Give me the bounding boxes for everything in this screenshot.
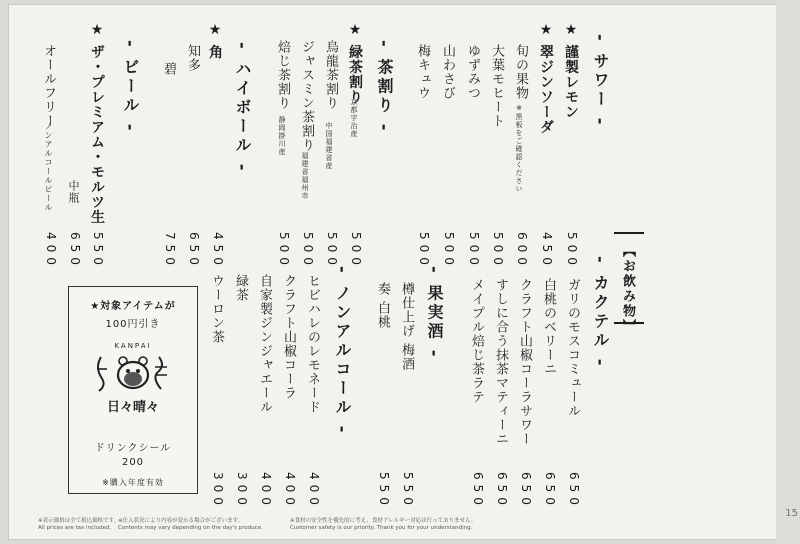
next-page-edge — [776, 0, 800, 544]
tea-item-price: 500 — [277, 232, 291, 270]
tea-item-name: ★ 緑茶割り — [347, 22, 363, 105]
tea-item-note: 福建省福州市 — [301, 152, 309, 200]
menu-title-box — [614, 232, 644, 334]
footer-tax-note-en: All prices are tax included. — [38, 525, 112, 531]
sour-item-price: 500 — [491, 232, 505, 270]
nonalc-item-name: 自家製ジンジャエール — [257, 274, 272, 414]
nonalc-item-name: ウーロン茶 — [209, 274, 224, 344]
highball-item-price: 750 — [163, 232, 177, 270]
footer-tax-note: ※表示価格は全て税込価格です。 — [38, 518, 120, 524]
cocktail-item-price: 650 — [519, 472, 533, 510]
beer-item-price: 650 — [68, 232, 82, 270]
beer-item-price: 550 — [91, 232, 105, 270]
kanpai-logo — [83, 339, 183, 419]
highball-heading: - ハイボール - — [233, 42, 252, 174]
tea-item-price: 500 — [349, 232, 363, 270]
sour-item-price: 600 — [515, 232, 529, 270]
footer-supply-note: ※仕入状況により内容が変わる場合がございます。 — [118, 518, 244, 524]
sour-item-name: 山わさび — [440, 44, 455, 100]
sour-item-note: ※黒板をご確認ください — [515, 104, 523, 193]
sour-item-name: 梅キュウ — [415, 44, 430, 100]
beer-item-volume: 中瓶 — [67, 180, 80, 204]
beer-item-note: ノンアルコールビール — [44, 122, 53, 212]
nonalc-item-name: 緑茶 — [233, 274, 248, 302]
logo-brand-top: KANPAI — [114, 342, 152, 350]
highball-item-price: 650 — [187, 232, 201, 270]
page-number: 15 — [785, 508, 798, 519]
promo-sticker-text: ドリンクシール — [94, 443, 172, 454]
menu-title: 【お飲み物】 — [620, 244, 635, 334]
tea-item-note: 京都宇治産 — [350, 98, 358, 138]
sour-item-price: 500 — [442, 232, 456, 270]
nonalc-item-price: 300 — [235, 472, 249, 510]
cocktail-item-price: 650 — [471, 472, 485, 510]
cocktail-heading: - カクテル - — [591, 256, 610, 369]
beer-heading: - ビール - — [121, 40, 140, 134]
nonalc-item-name: クラフト山椒コーラ — [281, 274, 296, 400]
drink-sticker-promo — [68, 286, 198, 494]
tea-item-name: ジャスミン茶割り — [299, 40, 314, 152]
nonalc-item-price: 300 — [211, 472, 225, 510]
cocktail-item-price: 650 — [495, 472, 509, 510]
beer-item-name: オールフリー — [41, 44, 56, 128]
promo-valid-note: ※購入年度有効 — [102, 478, 164, 487]
fruit-item-name: 樽仕上げ 梅酒 — [399, 282, 414, 372]
cocktail-item-name: メイプル焙じ茶ラテ — [469, 278, 484, 404]
cocktail-item-name: クラフト山椒コーラサワー — [517, 278, 532, 446]
highball-item-name: 知多 — [185, 44, 200, 72]
nonalc-item-price: 400 — [259, 472, 273, 510]
tea-item-price: 500 — [301, 232, 315, 270]
sour-item-name: 旬の果物 — [513, 44, 528, 100]
footer-allergy-note-en: Customer safety is our priority. Thank you for your understanding. — [290, 525, 473, 531]
nonalc-item-price: 400 — [307, 472, 321, 510]
tea-item-name: 烏龍茶割り — [323, 40, 338, 110]
cocktail-item-name: ガリのモスコミュール — [565, 278, 580, 418]
nonalc-heading: - ノンアルコール - — [333, 266, 352, 436]
cocktail-item-name: 白桃のベリーニ — [541, 278, 556, 376]
promo-sticker-count: 200 — [121, 457, 145, 468]
tea-item-note: 静岡掛川産 — [278, 116, 286, 156]
footer-supply-note-en: Contents may vary depending on the day's produce. — [118, 525, 263, 531]
fruit-item-name: 奏 白桃 — [375, 282, 390, 330]
nonalc-item-price: 400 — [283, 472, 297, 510]
beer-item-price: 400 — [44, 232, 58, 270]
beer-item-name: ★ ザ・プレミアム・モルツ生 — [89, 22, 105, 225]
tea-item-note: 中国福建省産 — [325, 122, 333, 170]
highball-item-name: 碧 — [161, 62, 176, 76]
sour-item-name: ★ 謹製レモン — [563, 22, 579, 120]
footer-allergy-note: ※食材の安全性を優先的に考え、食材アレルギー対応は行っておりません。 — [290, 518, 477, 524]
fruit-item-price: 550 — [377, 472, 391, 510]
menu-sheet — [8, 4, 784, 540]
cocktail-item-name: すしに合う抹茶マティーニ — [493, 278, 508, 446]
sour-item-price: 450 — [540, 232, 554, 270]
sour-item-name: 大葉モヒート — [489, 44, 504, 128]
sour-item-price: 500 — [565, 232, 579, 270]
promo-target-text: ★対象アイテムが — [90, 301, 176, 312]
sour-item-name: ゆずみつ — [465, 44, 480, 100]
highball-item-name: ★ 角 — [207, 22, 223, 60]
promo-discount-text: 100円引き — [105, 319, 161, 330]
sour-item-price: 500 — [417, 232, 431, 270]
tea-item-price: 500 — [325, 232, 339, 270]
tea-item-name: 焙じ茶割り — [275, 40, 290, 110]
tea-heading: - 茶割り - — [375, 40, 394, 134]
cocktail-item-price: 650 — [543, 472, 557, 510]
highball-item-price: 450 — [211, 232, 225, 270]
nonalc-item-name: ヒビハレのレモネード — [305, 274, 320, 414]
logo-brand-text: 日々晴々 — [106, 400, 160, 415]
sour-item-price: 500 — [467, 232, 481, 270]
fruit-item-price: 550 — [401, 472, 415, 510]
sour-heading: - サワー - — [591, 34, 610, 128]
sour-item-name: ★ 翠ジンソーダ — [538, 22, 554, 135]
cocktail-item-price: 650 — [567, 472, 581, 510]
fruit-heading: - 果実酒 - — [425, 266, 444, 360]
